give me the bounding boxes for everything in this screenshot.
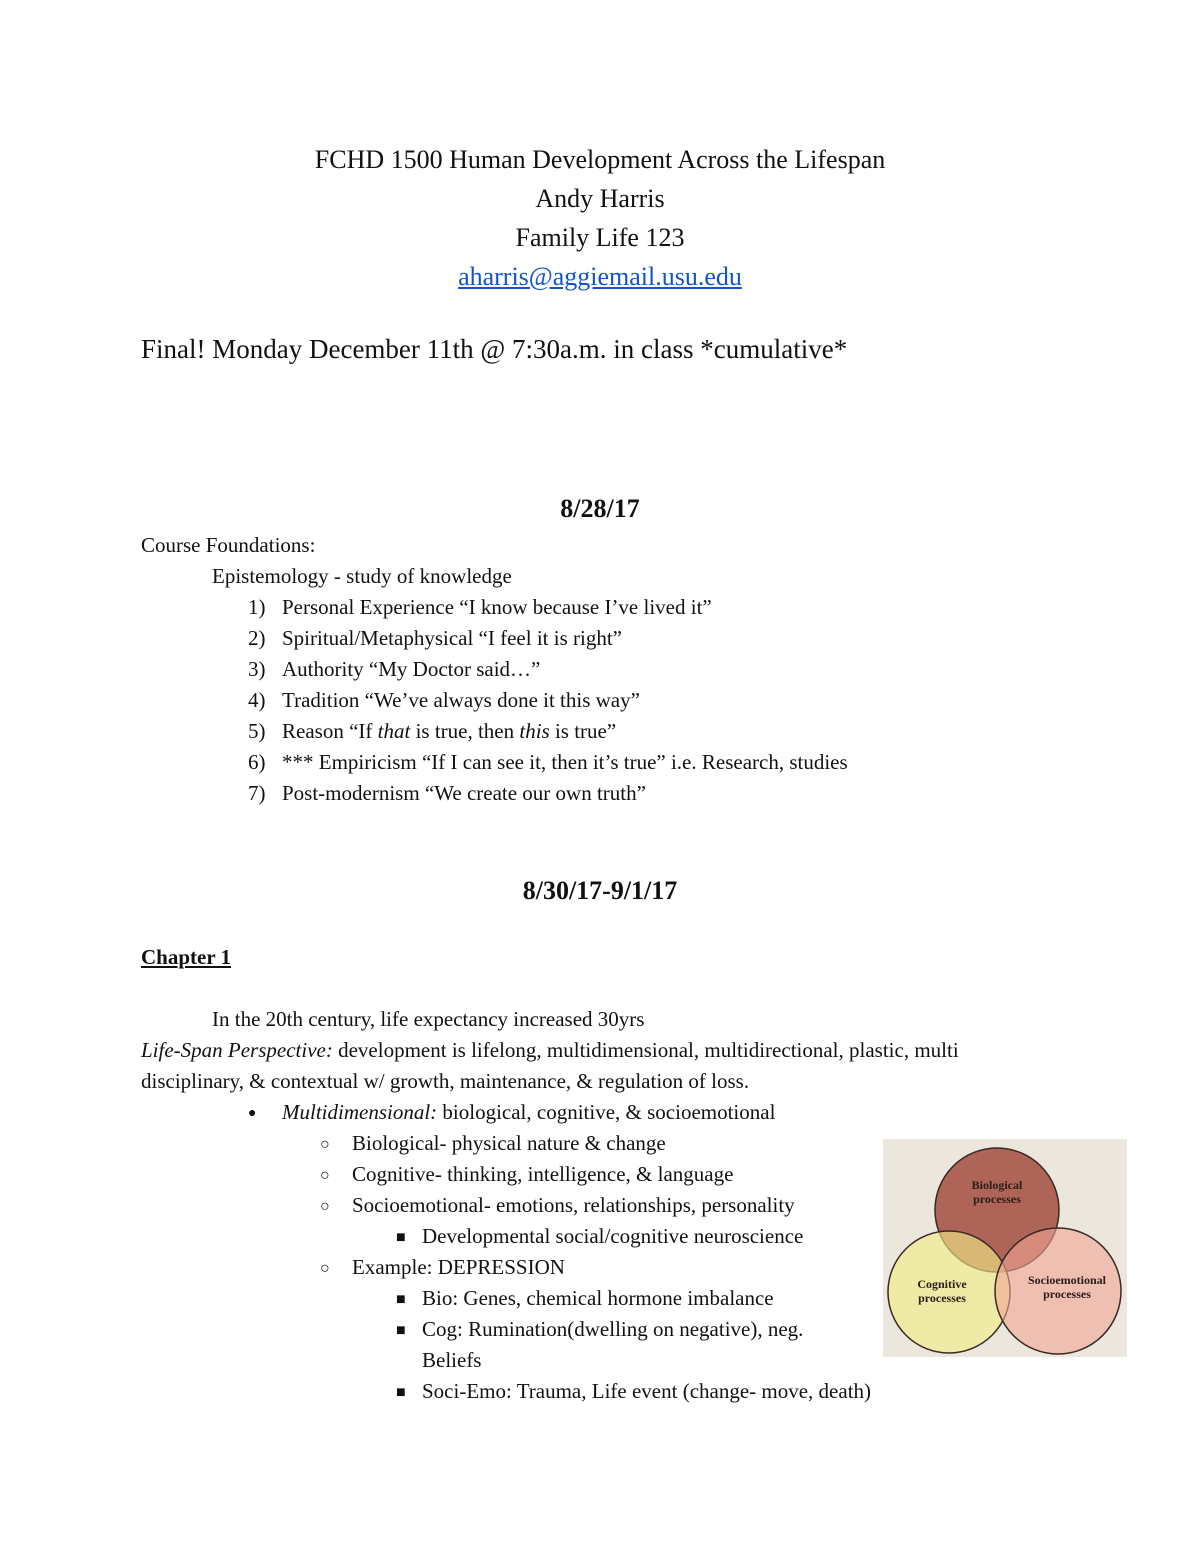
final-exam-notice: Final! Monday December 11th @ 7:30a.m. in class *cumulative* [141,334,848,364]
sub-bullet-cognitive: ○ Cognitive- thinking, intelligence, & language [320,1159,733,1191]
square-bullet-icon: ■ [396,1384,406,1401]
course-title: FCHD 1500 Human Development Across the Lifespan [314,145,886,174]
circle-bullet-icon: ○ [320,1260,330,1277]
square-bullet-cog-continued: Beliefs [422,1348,482,1372]
venn-label-socioemotional-2: processes [1043,1287,1091,1301]
venn-label-cognitive-1: Cognitive [917,1277,967,1291]
circle-bullet-icon: ○ [320,1198,330,1215]
lifespan-perspective-line: Life-Span Perspective: development is lifelong, multidimensional, multidirectional, plastic, multi [141,1038,959,1062]
section-date-2: 8/30/17-9/1/17 [522,876,678,905]
circle-bullet-icon: ○ [320,1167,330,1184]
instructor-email-line [0,257,1200,296]
list-item: 3) Authority “My Doctor said…” [248,657,541,681]
list-item: 4) Tradition “We’ve always done it this way” [248,688,640,712]
square-bullet-soci-emo: ■ Soci-Emo: Trauma, Life event (change- move, death) [396,1376,871,1408]
square-bullet-cog: ■ Cog: Rumination(dwelling on negative), neg. [396,1314,803,1346]
list-item: 6) *** Empiricism “If I can see it, then it’s true” i.e. Research, studies [248,750,848,774]
bullet-icon: ● [248,1106,257,1121]
venn-diagram-svg [883,1139,1127,1357]
email-link[interactable]: aharris@aggiemail.usu.edu [458,262,742,291]
sub-bullet-socioemotional: ○ Socioemotional- emotions, relationships, personality [320,1190,795,1222]
chapter-heading: Chapter 1 [141,945,232,969]
list-item: 7) Post-modernism “We create our own truth” [248,781,646,805]
square-bullet-bio: ■ Bio: Genes, chemical hormone imbalance [396,1283,774,1315]
square-bullet-icon: ■ [396,1322,406,1339]
course-foundations-heading: Course Foundations: [141,533,316,557]
life-expectancy-line: In the 20th century, life expectancy increased 30yrs [212,1007,645,1031]
venn-label-biological-1: Biological [971,1178,1023,1192]
sub-bullet-example: ○ Example: DEPRESSION [320,1252,565,1284]
circle-bullet-icon: ○ [320,1136,330,1153]
venn-diagram [883,1139,1127,1357]
square-bullet-icon: ■ [396,1229,406,1246]
venn-label-biological-2: processes [973,1192,1021,1206]
list-item: 2) Spiritual/Metaphysical “I feel it is right” [248,626,622,650]
bullet-multidimensional: ● Multidimensional: biological, cognitive, & socioemotional [248,1097,775,1129]
office-location: Family Life 123 [515,223,685,252]
square-bullet-icon: ■ [396,1291,406,1308]
venn-label-cognitive-2: processes [918,1291,966,1305]
venn-label-socioemotional-1: Socioemotional [1028,1273,1106,1287]
epistemology-line: Epistemology - study of knowledge [212,564,512,588]
section-date-1: 8/28/17 [560,494,640,523]
list-item: 5) Reason “If that is true, then this is true” [248,719,617,743]
list-item: 1) Personal Experience “I know because I’ve lived it” [248,595,712,619]
square-bullet-neuroscience: ■ Developmental social/cognitive neuroscience [396,1221,803,1253]
instructor-name: Andy Harris [535,184,665,213]
sub-bullet-biological: ○ Biological- physical nature & change [320,1128,666,1160]
lifespan-perspective-line-2: disciplinary, & contextual w/ growth, maintenance, & regulation of loss. [141,1069,750,1093]
